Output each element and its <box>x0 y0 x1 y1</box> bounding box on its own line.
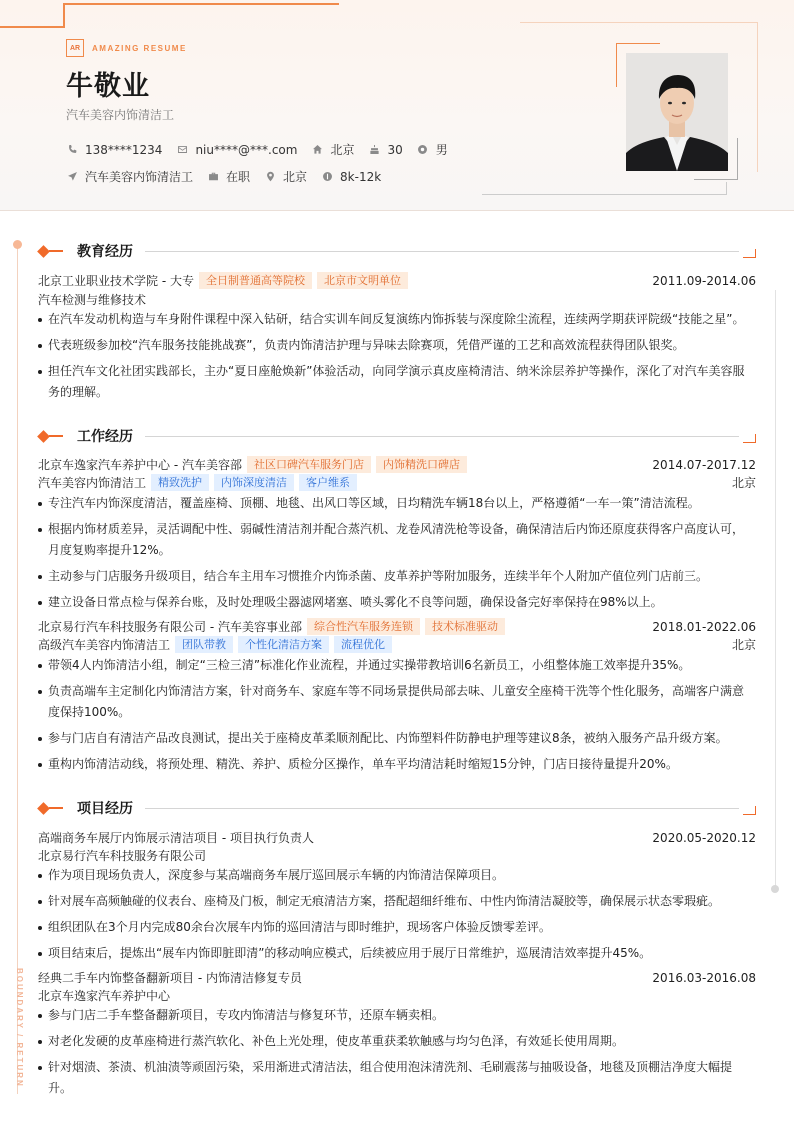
list-item: 针对烟渍、茶渍、机油渍等顽固污染，采用渐进式清洁法，组合使用泡沫清洗剂、毛刷震荡与抽吸设备，地毯及顶棚洁净度大幅提升。 <box>38 1057 750 1099</box>
briefcase-icon <box>207 171 219 183</box>
right-rail <box>775 290 776 890</box>
job-company-row <box>38 456 756 473</box>
company-tag: 综合性汽车服务连锁 <box>307 618 420 635</box>
section-title: 项目经历 <box>77 801 133 817</box>
target-job-value: 汽车美容内饰清洁工 <box>85 170 194 184</box>
skill-tag: 个性化清洁方案 <box>238 636 329 653</box>
cake-icon <box>368 144 380 156</box>
school-name: 北京工业职业技术学院 - 大专 <box>38 274 194 288</box>
skill-tag: 团队带教 <box>175 636 233 653</box>
phone-icon <box>66 144 78 156</box>
section-header-education <box>38 241 756 261</box>
education-bullets <box>38 309 750 408</box>
send-icon <box>66 171 78 183</box>
project-org: 北京易行汽车科技服务有限公司 <box>38 849 207 863</box>
timeline-rail <box>17 244 18 1094</box>
job-date: 2014.07-2017.12 <box>652 457 756 472</box>
avatar <box>626 53 728 171</box>
salary-value: 8k-12k <box>340 169 382 184</box>
education-date: 2011.09-2014.06 <box>652 273 756 288</box>
diamond-icon <box>37 802 50 815</box>
photo-decoration <box>520 22 758 23</box>
list-item: 担任汽车文化社团实践部长，主办“夏日座舱焕新”体验活动，向同学演示真皮座椅清洁、纳米涂层养护等操作，深化了对汽车美容服务的理解。 <box>38 361 750 403</box>
section-corner <box>743 434 756 443</box>
header-accent-line <box>0 26 64 28</box>
target-city-item <box>264 168 307 185</box>
diamond-icon <box>37 430 50 443</box>
list-item: 参与门店自有清洁产品改良测试，提出关于座椅皮革柔顺剂配比、内饰塑料件防静电护理等建议8条，被纳入服务产品升级方案。 <box>38 728 750 749</box>
job-position-row <box>38 474 756 491</box>
photo-decoration <box>757 22 758 172</box>
section-divider <box>145 808 739 809</box>
list-item: 主动参与门店服务升级项目，结合车主用车习惯推介内饰杀菌、皮革养护等附加服务，连续半年个人附加产值位列门店前三。 <box>38 566 750 587</box>
section-title: 教育经历 <box>77 244 133 260</box>
home-icon <box>311 144 323 156</box>
email-value: niu****@***.com <box>195 142 298 157</box>
age-item <box>368 143 402 157</box>
list-item: 在汽车发动机构造与车身附件课程中深入钻研，结合实训车间反复演练内饰拆装与深度除尘流程，连续两学期获评院级“技能之星”。 <box>38 309 750 330</box>
project-date: 2016.03-2016.08 <box>652 970 756 985</box>
project-org-row <box>38 987 756 1004</box>
age-value: 30 <box>387 142 403 157</box>
section-header-projects <box>38 798 756 818</box>
job-position-row <box>38 636 756 653</box>
diamond-icon <box>37 245 50 258</box>
status-item <box>207 168 250 185</box>
header-accent-line <box>63 3 65 28</box>
education-school-row <box>38 272 756 289</box>
section-header-work <box>38 426 756 446</box>
job-company: 北京车逸家汽车养护中心 - 汽车美容部 <box>38 458 242 472</box>
education-major: 汽车检测与维修技术 <box>38 293 147 307</box>
project-date: 2020.05-2020.12 <box>652 830 756 845</box>
brand-text: AMAZING RESUME <box>92 43 187 53</box>
education-major-row <box>38 291 756 308</box>
project-name-row <box>38 969 756 986</box>
list-item: 带领4人内饰清洁小组，制定“三检三清”标准化作业流程，并通过实操带教培训6名新员工，小组整体施工效率提升35%。 <box>38 655 750 676</box>
job-date: 2018.01-2022.06 <box>652 619 756 634</box>
section-divider <box>145 251 739 252</box>
target-job-item <box>66 168 193 185</box>
contact-row <box>66 141 462 158</box>
candidate-name: 牛敬业 <box>66 71 150 102</box>
brand-logo: AR <box>66 39 84 57</box>
skill-tag: 精致洗护 <box>151 474 209 491</box>
candidate-role: 汽车美容内饰清洁工 <box>66 108 175 122</box>
job-company: 北京易行汽车科技服务有限公司 - 汽车美容事业部 <box>38 620 302 634</box>
list-item: 专注汽车内饰深度清洁，覆盖座椅、顶棚、地毯、出风口等区域，日均精洗车辆18台以上，严格遵循“一车一策”清洁流程。 <box>38 493 750 514</box>
list-item: 作为项目现场负责人，深度参与某高端商务车展厅巡回展示车辆的内饰清洁保障项目。 <box>38 865 750 886</box>
timeline-dot <box>13 240 22 249</box>
job-location: 北京 <box>731 476 756 490</box>
location-pin-icon <box>264 171 276 183</box>
photo-decoration <box>726 182 727 195</box>
skill-tag: 内饰深度清洁 <box>214 474 294 491</box>
job-company-row <box>38 618 756 635</box>
list-item: 组织团队在3个月内完成80余台次展车内饰的巡回清洁与即时维护，现场客户体验反馈零差评。 <box>38 917 750 938</box>
intent-row <box>66 168 395 185</box>
city-item <box>311 141 354 158</box>
mail-icon <box>176 144 188 156</box>
phone-value: 138****1234 <box>85 142 163 157</box>
gender-item <box>417 141 448 158</box>
school-tag: 全日制普通高等院校 <box>199 272 312 289</box>
right-rail-dot <box>771 885 779 893</box>
company-tag: 内饰精洗口碑店 <box>376 456 467 473</box>
gender-icon <box>417 144 429 156</box>
skill-tag: 客户维系 <box>299 474 357 491</box>
job-bullets <box>38 493 750 618</box>
status-value: 在职 <box>226 170 251 184</box>
project-org: 北京车逸家汽车养护中心 <box>38 989 171 1003</box>
job-position: 高级汽车美容内饰清洁工 <box>38 638 171 652</box>
job-bullets <box>38 655 750 780</box>
photo-decoration <box>482 194 726 195</box>
gender-value: 男 <box>435 143 448 157</box>
section-corner <box>743 806 756 815</box>
email-item <box>176 143 297 157</box>
section-tick <box>49 807 63 809</box>
company-tag: 社区口碑汽车服务门店 <box>247 456 371 473</box>
coin-icon <box>321 171 333 183</box>
list-item: 代表班级参加校“汽车服务技能挑战赛”，负责内饰清洁护理与异味去除赛项，凭借严谨的工艺和高效流程获得团队银奖。 <box>38 335 750 356</box>
list-item: 参与门店二手车整备翻新项目，专攻内饰清洁与修复环节，还原车辆卖相。 <box>38 1005 750 1026</box>
section-tick <box>49 250 63 252</box>
list-item: 针对展车高频触碰的仪表台、座椅及门板，制定无痕清洁方案，搭配超细纤维布、中性内饰清洁凝胶等，确保展示状态零瑕疵。 <box>38 891 750 912</box>
school-tag: 北京市文明单位 <box>317 272 408 289</box>
company-tag: 技术标准驱动 <box>425 618 505 635</box>
header-accent-line <box>63 3 339 5</box>
project-name: 高端商务车展厅内饰展示清洁项目 - 项目执行负责人 <box>38 831 314 845</box>
brand <box>66 39 187 57</box>
resume-header <box>0 0 794 211</box>
list-item: 项目结束后，提炼出“展车内饰即脏即清”的移动响应模式，后续被应用于展厅日常维护，巡展清洁效率提升45%。 <box>38 943 750 964</box>
section-tick <box>49 435 63 437</box>
phone-item <box>66 143 162 157</box>
section-title: 工作经历 <box>77 429 133 445</box>
skill-tag: 流程优化 <box>334 636 392 653</box>
list-item: 对老化发硬的皮革座椅进行蒸汽软化、补色上光处理，使皮革重获柔软触感与均匀色泽，有效延长使用周期。 <box>38 1031 750 1052</box>
rail-caption: BOUNDARY / RETURN <box>15 968 24 1088</box>
list-item: 负责高端车主定制化内饰清洁方案，针对商务车、家庭车等不同场景提供局部去味、儿童安全座椅干洗等个性化服务，高端客户满意度保持100%。 <box>38 681 750 723</box>
section-divider <box>145 436 739 437</box>
job-position: 汽车美容内饰清洁工 <box>38 476 147 490</box>
project-org-row <box>38 847 756 864</box>
section-corner <box>743 249 756 258</box>
project-bullets <box>38 1005 750 1104</box>
project-name-row <box>38 829 756 846</box>
project-bullets <box>38 865 750 969</box>
target-city-value: 北京 <box>283 170 308 184</box>
list-item: 根据内饰材质差异，灵活调配中性、弱碱性清洁剂并配合蒸汽机、龙卷风清洗枪等设备，确保清洁后内饰还原度获得客户高度认可，月度复购率提升12%。 <box>38 519 750 561</box>
salary-item <box>321 170 381 184</box>
project-name: 经典二手车内饰整备翻新项目 - 内饰清洁修复专员 <box>38 971 302 985</box>
list-item: 建立设备日常点检与保养台账，及时处理吸尘器滤网堵塞、喷头雾化不良等问题，确保设备完好率保持在98%以上。 <box>38 592 750 613</box>
city-value: 北京 <box>330 143 355 157</box>
job-location: 北京 <box>731 638 756 652</box>
list-item: 重构内饰清洁动线，将预处理、精洗、养护、质检分区操作，单车平均清洁耗时缩短15分钟，门店日接待量提升20%。 <box>38 754 750 775</box>
